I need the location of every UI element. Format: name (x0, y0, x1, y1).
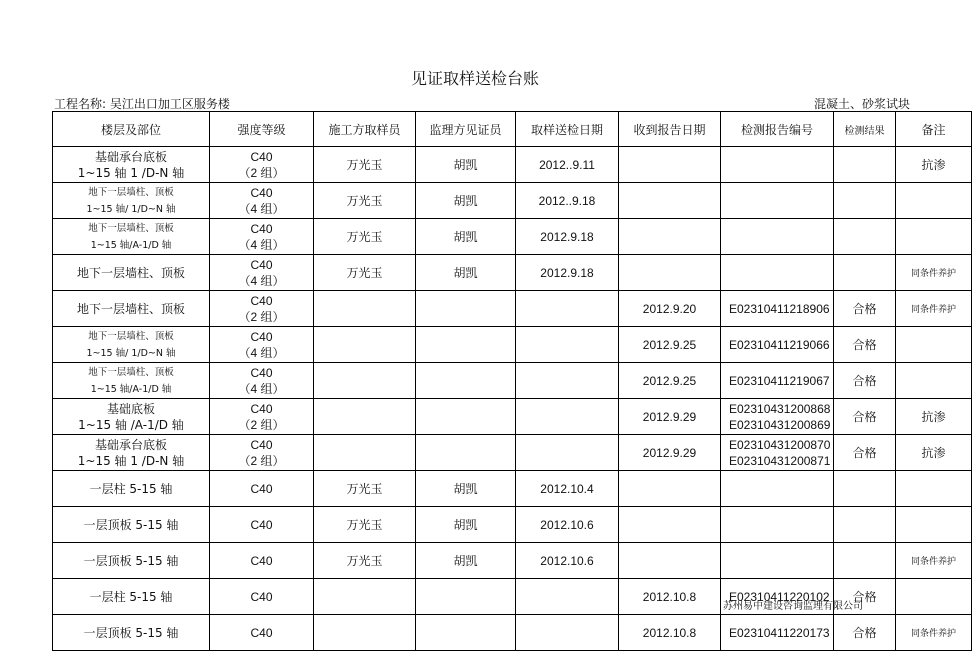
sampler-cell (314, 579, 416, 615)
sampler-cell (314, 615, 416, 651)
report-number-cell (721, 363, 834, 399)
report-number-cell-line: E02310411218906 (729, 301, 830, 316)
report-number-cell-line: E02310411220173 (729, 625, 830, 640)
table-row (53, 327, 972, 363)
report-number-cell (721, 147, 834, 183)
report-number-cell-line: E02310411220102 (729, 589, 830, 604)
report-number-cell (721, 615, 834, 651)
send-date-cell (516, 579, 619, 615)
grade-cell (210, 399, 314, 435)
sampler-cell: 万光玉 (314, 543, 416, 579)
report-number-cell (721, 291, 834, 327)
sampler-cell: 万光玉 (314, 147, 416, 183)
report-number-cell (721, 183, 834, 219)
floor-part-cell (53, 399, 210, 435)
floor-part-cell-line: 基础承台底板 (94, 149, 167, 164)
col-header: 备注 (896, 112, 972, 147)
sampler-cell: 万光玉 (314, 219, 416, 255)
floor-part-cell-line: 1~15 轴/ 1/D~N 轴 (86, 203, 176, 215)
table-row (53, 147, 972, 183)
grade-cell-line: C40 (250, 329, 273, 344)
sampler-cell: 万光玉 (314, 471, 416, 507)
floor-part-cell (53, 579, 210, 615)
result-cell (834, 183, 896, 219)
receive-date-cell: 2012.9.29 (619, 399, 721, 435)
grade-cell-line: C40 (250, 437, 273, 452)
floor-part-cell-line: 一层顶板 5-15 轴 (83, 625, 179, 640)
note-cell: 抗渗 (896, 147, 972, 183)
floor-part-cell-line: 1~15 轴/ 1/D~N 轴 (86, 347, 176, 359)
result-cell (834, 147, 896, 183)
receive-date-cell (619, 255, 721, 291)
grade-cell-line: （2 组） (238, 309, 285, 324)
send-date-cell: 2012.10.4 (516, 471, 619, 507)
note-cell: 抗渗 (896, 435, 972, 471)
floor-part-cell (53, 507, 210, 543)
receive-date-cell: 2012.9.25 (619, 327, 721, 363)
report-number-cell-line: E02310431200868 (729, 401, 831, 416)
page-title: 见证取样送检台账 (410, 69, 539, 88)
grade-cell (210, 291, 314, 327)
sampler-cell (314, 327, 416, 363)
send-date-cell (516, 327, 619, 363)
grade-cell-line: C40 (250, 365, 273, 380)
grade-cell-line: C40 (250, 149, 273, 164)
receive-date-cell (619, 219, 721, 255)
send-date-cell: 2012.10.6 (516, 543, 619, 579)
floor-part-cell (53, 435, 210, 471)
witness-cell: 胡凯 (416, 471, 516, 507)
table-row (53, 219, 972, 255)
grade-cell-line: （2 组） (238, 165, 285, 180)
sample-category: 混凝土、砂浆试块 (813, 97, 910, 111)
table-row (53, 435, 972, 471)
sampler-cell: 万光玉 (314, 507, 416, 543)
sampler-cell: 万光玉 (314, 183, 416, 219)
grade-cell-line: C40 (250, 293, 273, 308)
receive-date-cell: 2012.9.25 (619, 363, 721, 399)
col-header: 监理方见证员 (416, 112, 516, 147)
result-cell: 合格 (834, 435, 896, 471)
floor-part-cell-line: 一层柱 5-15 轴 (89, 481, 173, 496)
report-number-cell-line: E02310431200869 (729, 417, 831, 432)
grade-cell-line: （4 组） (238, 381, 285, 396)
witness-cell (416, 363, 516, 399)
report-number-cell (721, 471, 834, 507)
table-row (53, 399, 972, 435)
grade-cell (210, 183, 314, 219)
note-cell (896, 327, 972, 363)
note-cell: 同条件养护 (896, 255, 972, 291)
receive-date-cell (619, 147, 721, 183)
grade-cell (210, 327, 314, 363)
floor-part-cell-line: 1~15 轴/A-1/D 轴 (90, 383, 172, 395)
grade-cell-line: C40 (250, 517, 273, 532)
project-name: 吴江出口加工区服务楼 (109, 97, 230, 111)
grade-cell-line: （4 组） (238, 273, 285, 288)
grade-cell (210, 579, 314, 615)
send-date-cell (516, 435, 619, 471)
result-cell (834, 255, 896, 291)
report-number-cell (721, 543, 834, 579)
floor-part-cell (53, 615, 210, 651)
grade-cell-line: （2 组） (238, 417, 285, 432)
floor-part-cell (53, 183, 210, 219)
note-cell: 同条件养护 (896, 291, 972, 327)
report-number-cell (721, 219, 834, 255)
result-cell: 合格 (834, 363, 896, 399)
witness-cell: 胡凯 (416, 219, 516, 255)
witness-cell: 胡凯 (416, 183, 516, 219)
grade-cell-line: C40 (250, 221, 273, 236)
floor-part-cell-line: 一层顶板 5-15 轴 (83, 553, 179, 568)
grade-cell (210, 147, 314, 183)
witness-cell (416, 291, 516, 327)
result-cell: 合格 (834, 615, 896, 651)
table-row (53, 183, 972, 219)
floor-part-cell-line: 基础承台底板 (94, 437, 167, 452)
send-date-cell: 2012..9.11 (516, 147, 619, 183)
project-label: 工程名称: (54, 97, 107, 111)
result-cell (834, 219, 896, 255)
receive-date-cell: 2012.10.8 (619, 615, 721, 651)
note-cell (896, 507, 972, 543)
grade-cell-line: C40 (250, 257, 273, 272)
result-cell (834, 543, 896, 579)
header-row (53, 112, 972, 147)
result-cell: 合格 (834, 579, 896, 615)
col-header: 检测报告编号 (721, 112, 834, 147)
note-cell: 同条件养护 (896, 615, 972, 651)
col-header: 收到报告日期 (619, 112, 721, 147)
send-date-cell (516, 291, 619, 327)
floor-part-cell (53, 543, 210, 579)
report-number-cell-line: E02310411219066 (729, 337, 830, 352)
note-cell (896, 471, 972, 507)
result-cell (834, 471, 896, 507)
note-cell (896, 183, 972, 219)
floor-part-cell (53, 471, 210, 507)
floor-part-cell (53, 219, 210, 255)
note-cell: 抗渗 (896, 399, 972, 435)
witness-cell: 胡凯 (416, 255, 516, 291)
floor-part-cell-line: 一层顶板 5-15 轴 (83, 517, 179, 532)
ledger-table (52, 111, 972, 651)
send-date-cell: 2012.9.18 (516, 219, 619, 255)
receive-date-cell: 2012.10.8 (619, 579, 721, 615)
grade-cell (210, 363, 314, 399)
floor-part-cell-line: 地下一层墙柱、顶板 (88, 366, 174, 378)
send-date-cell: 2012.10.6 (516, 507, 619, 543)
floor-part-cell-line: 1~15 轴 1 /D-N 轴 (77, 165, 185, 180)
result-cell: 合格 (834, 399, 896, 435)
floor-part-cell (53, 327, 210, 363)
floor-part-cell-line: 地下一层墙柱、顶板 (88, 330, 174, 342)
receive-date-cell (619, 507, 721, 543)
witness-cell (416, 435, 516, 471)
send-date-cell (516, 399, 619, 435)
witness-cell: 胡凯 (416, 147, 516, 183)
sampler-cell (314, 363, 416, 399)
receive-date-cell (619, 183, 721, 219)
witness-cell (416, 579, 516, 615)
note-cell: 同条件养护 (896, 543, 972, 579)
table-row (53, 255, 972, 291)
witness-cell: 胡凯 (416, 543, 516, 579)
grade-cell-line: C40 (250, 589, 273, 604)
report-number-cell (721, 255, 834, 291)
grade-cell (210, 543, 314, 579)
floor-part-cell-line: 1~15 轴/A-1/D 轴 (90, 239, 172, 251)
grade-cell (210, 219, 314, 255)
result-cell (834, 507, 896, 543)
col-header: 取样送检日期 (516, 112, 619, 147)
witness-cell: 胡凯 (416, 507, 516, 543)
send-date-cell: 2012..9.18 (516, 183, 619, 219)
floor-part-cell (53, 363, 210, 399)
report-number-cell (721, 435, 834, 471)
table-row (53, 291, 972, 327)
table-body (53, 147, 972, 651)
table-row (53, 471, 972, 507)
grade-cell (210, 471, 314, 507)
result-cell: 合格 (834, 291, 896, 327)
report-number-cell-line: E02310431200870 (729, 437, 831, 452)
report-number-cell-line: E02310431200871 (729, 453, 831, 468)
witness-cell (416, 327, 516, 363)
table-row (53, 543, 972, 579)
floor-part-cell-line: 地下一层墙柱、顶板 (76, 265, 185, 280)
grade-cell-line: C40 (250, 553, 273, 568)
send-date-cell (516, 615, 619, 651)
grade-cell-line: C40 (250, 481, 273, 496)
sampler-cell (314, 435, 416, 471)
floor-part-cell-line: 地下一层墙柱、顶板 (88, 186, 174, 198)
report-number-cell (721, 327, 834, 363)
sampler-cell: 万光玉 (314, 255, 416, 291)
floor-part-cell-line: 地下一层墙柱、顶板 (76, 301, 185, 316)
report-number-cell (721, 507, 834, 543)
sampler-cell (314, 399, 416, 435)
col-header: 强度等级 (210, 112, 314, 147)
grade-cell-line: （4 组） (238, 201, 285, 216)
grade-cell-line: C40 (250, 401, 273, 416)
floor-part-cell-line: 地下一层墙柱、顶板 (88, 222, 174, 234)
grade-cell-line: （4 组） (238, 237, 285, 252)
receive-date-cell: 2012.9.29 (619, 435, 721, 471)
sampler-cell (314, 291, 416, 327)
floor-part-cell-line: 一层柱 5-15 轴 (89, 589, 173, 604)
grade-cell (210, 435, 314, 471)
receive-date-cell (619, 471, 721, 507)
floor-part-cell (53, 255, 210, 291)
grade-cell (210, 615, 314, 651)
note-cell (896, 363, 972, 399)
grade-cell-line: （4 组） (238, 345, 285, 360)
col-header: 检测结果 (834, 112, 896, 147)
company-footer: 苏州易中建设咨询监理有限公司 (723, 601, 863, 612)
col-header: 施工方取样员 (314, 112, 416, 147)
report-number-cell (721, 399, 834, 435)
floor-part-cell-line: 1~15 轴 1 /D-N 轴 (77, 453, 185, 468)
witness-cell (416, 399, 516, 435)
col-header: 楼层及部位 (53, 112, 210, 147)
floor-part-cell-line: 基础底板 (106, 401, 155, 416)
result-cell: 合格 (834, 327, 896, 363)
witness-cell (416, 615, 516, 651)
grade-cell-line: （2 组） (238, 453, 285, 468)
floor-part-cell (53, 147, 210, 183)
report-number-cell-line: E02310411219067 (729, 373, 830, 388)
floor-part-cell-line: 1~15 轴 /A-1/D 轴 (78, 417, 184, 432)
receive-date-cell (619, 543, 721, 579)
note-cell (896, 579, 972, 615)
grade-cell (210, 507, 314, 543)
table-row (53, 507, 972, 543)
receive-date-cell: 2012.9.20 (619, 291, 721, 327)
grade-cell-line: C40 (250, 625, 273, 640)
grade-cell-line: C40 (250, 185, 273, 200)
note-cell (896, 219, 972, 255)
send-date-cell: 2012.9.18 (516, 255, 619, 291)
project-info (54, 95, 230, 112)
table-row (53, 615, 972, 651)
grade-cell (210, 255, 314, 291)
table-row (53, 363, 972, 399)
send-date-cell (516, 363, 619, 399)
floor-part-cell (53, 291, 210, 327)
